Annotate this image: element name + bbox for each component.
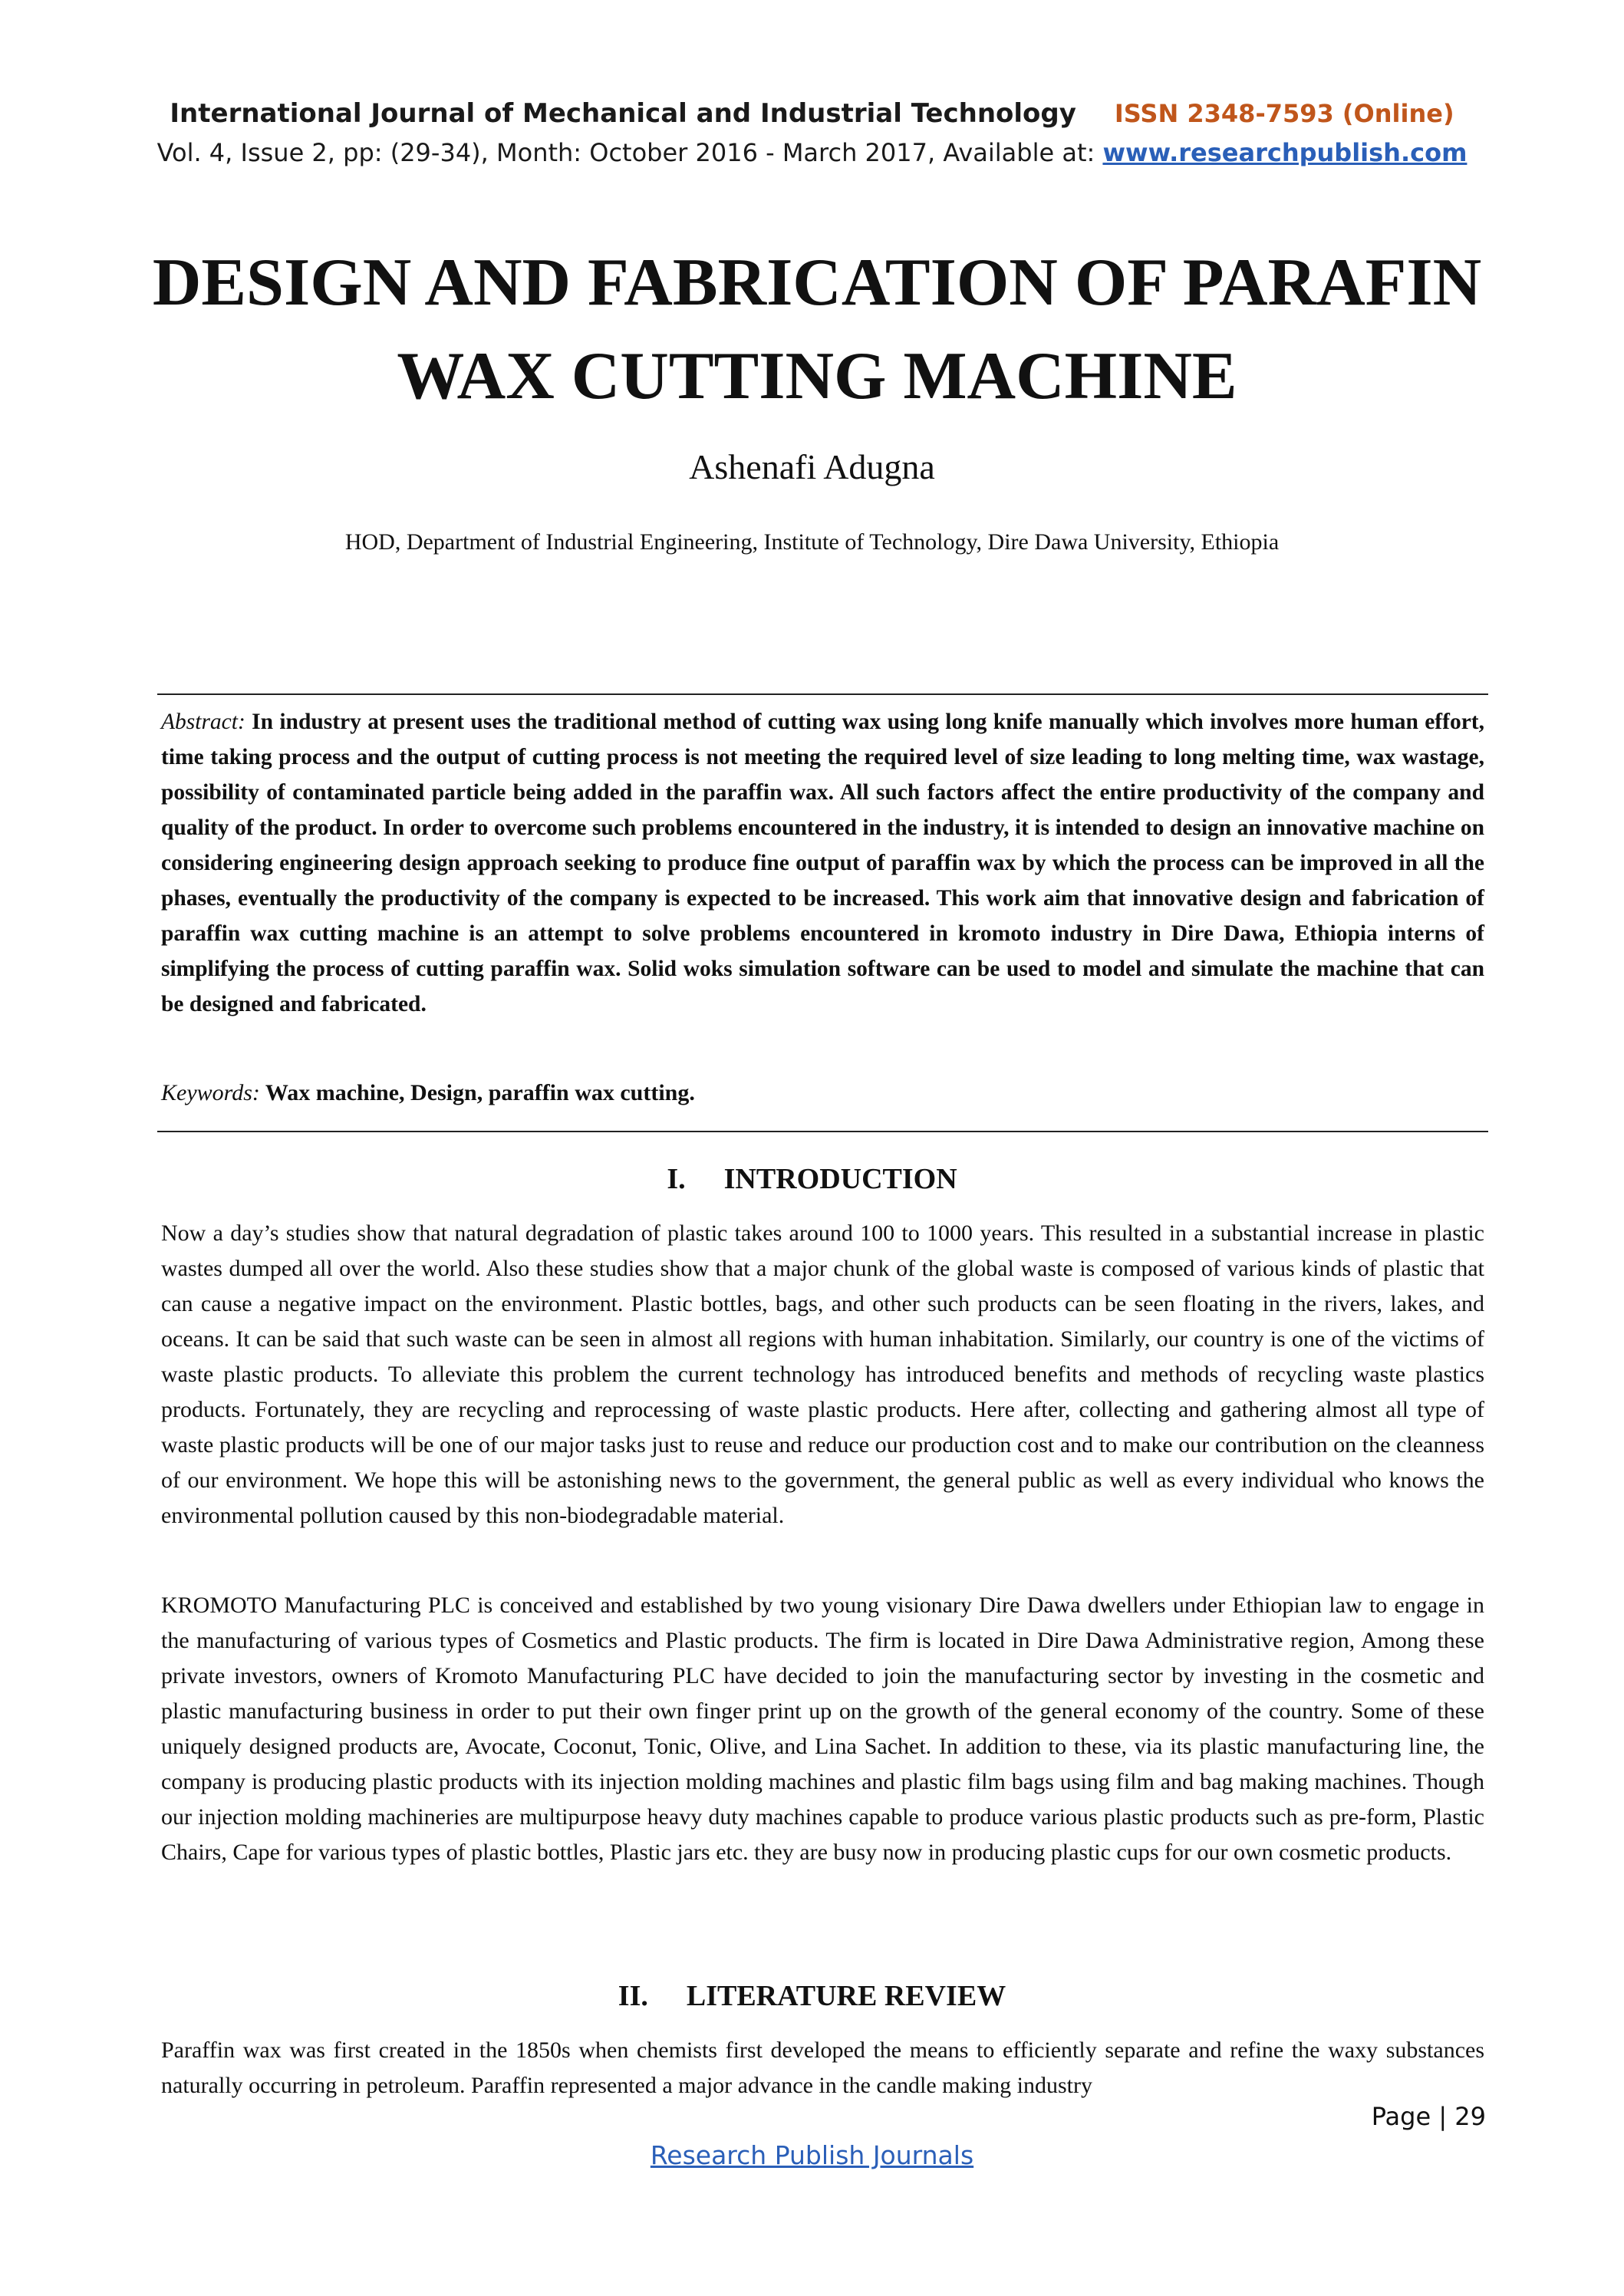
intro-paragraph-1: Now a day’s studies show that natural degradation of plastic takes around 100 to 1000 years. This resulted in a substantial increase in plastic wastes dumped all over the world. Also these studies show that a major chunk of the global waste is composed of various kinds of plastic that can cause a negative impact on the environment. Plastic bottles, bags, and other such products can be seen floating in the rivers, lakes, and oceans. It can be said that such waste can be seen in almost all regions with human inhabitation. Similarly, our country is one of the victims of waste plastic products. To alleviate this problem the current technology has introduced benefits and methods of recycling waste plastics products. Fortunately, they are recycling and reprocessing of waste plastic products. Here after, collecting and gathering almost all type of waste plastic products will be one of our major tasks just to reuse and reduce our production cost and to make our contribution on the cleanness of our environment. We hope this will be astonishing news to the government, the general public as well as every individual who knows the environmental pollution caused by this non-biodegradable material. (161, 1220, 1484, 1528)
abstract-label: Abstract: (161, 710, 245, 734)
section-number: II. (618, 1980, 648, 2012)
abstract-top-rule (157, 693, 1488, 695)
title-line-2: WAX CUTTING MACHINE (397, 339, 1237, 413)
journal-name: International Journal of Mechanical and Industrial Technology (170, 98, 1076, 129)
publisher-link[interactable]: Research Publish Journals (650, 2140, 974, 2170)
keywords-label: Keywords: (161, 1080, 260, 1105)
literature-paragraph-1: Paraffin wax was first created in the 1850s when chemists first developed the means to efficiently separate and refine the waxy substances naturally occurring in petroleum. Paraffin represented a major advance in the candle making industry (161, 2037, 1484, 2098)
section-title: INTRODUCTION (723, 1163, 957, 1195)
abstract-text: In industry at present uses the traditional method of cutting wax using long knife manually which involves more human effort, time taking process and the output of cutting process is not meeting the required level of size leading to long melting time, wax wastage, possibility of contaminated particle being added in the paraffin wax. All such factors affect the entire productivity of the company and quality of the product. In order to overcome such problems encountered in the industry, it is intended to design an innovative machine on considering engineering design approach seeking to produce fine output of paraffin wax by which the process can be improved in all the phases, eventually the productivity of the company is expected to be increased. This work aim that innovative design and fabrication of paraffin wax cutting machine is an attempt to solve problems encountered in kromoto industry in Dire Dawa, Ethiopia interns of simplifying the process of cutting paraffin wax. Solid woks simulation software can be used to model and simulate the machine that can be designed and fabricated. (161, 710, 1484, 1016)
paper-title (115, 236, 1519, 423)
author-affiliation: HOD, Department of Industrial Engineering, Institute of Technology, Dire Dawa University, Ethiopia (344, 529, 1280, 555)
journal-url-link[interactable]: www.researchpublish.com (1102, 138, 1468, 167)
volume-info: Vol. 4, Issue 2, pp: (29-34), Month: October 2016 - March 2017, Available at: (156, 138, 1095, 167)
page-footer (0, 2140, 1624, 2170)
section-title: LITERATURE REVIEW (686, 1980, 1006, 2012)
issn: ISSN 2348-7593 (Online) (1114, 99, 1454, 128)
keywords (161, 1080, 1484, 1106)
abstract-bottom-rule (157, 1131, 1488, 1132)
section-number: I. (667, 1163, 686, 1195)
page-number: Page | 29 (1371, 2102, 1486, 2131)
abstract (161, 704, 1484, 1022)
journal-header (0, 98, 1624, 129)
title-line-1: DESIGN AND FABRICATION OF PARAFIN (152, 245, 1482, 320)
section-heading-literature-review (0, 1979, 1624, 2013)
keywords-text: Wax machine, Design, paraffin wax cutting. (265, 1080, 695, 1105)
section-heading-introduction (0, 1162, 1624, 1196)
volume-line (0, 138, 1624, 167)
author-name: Ashenafi Adugna (689, 447, 935, 486)
intro-paragraph-2: KROMOTO Manufacturing PLC is conceived and established by two young visionary Dire Dawa dwellers under Ethiopian law to engage in the manufacturing of various types of Cosmetics and Plastic products. The firm is located in Dire Dawa Administrative region, Among these private investors, owners of Kromoto Manufacturing PLC have decided to join the manufacturing sector by investing in the cosmetic and plastic manufacturing business in order to put their own finger print up on the growth of the general economy of the country. Some of these uniquely designed products are, Avocate, Coconut, Tonic, Olive, and Lina Sachet. In addition to these, via its plastic manufacturing line, the company is producing plastic products with its injection molding machines and plastic film bags using film and bag making machines. Though our injection molding machineries are multipurpose heavy duty machines capable to produce various plastic products such as pre-form, Plastic Chairs, Cape for various types of plastic bottles, Plastic jars etc. they are busy now in producing plastic cups for our own cosmetic products. (161, 1593, 1484, 1865)
